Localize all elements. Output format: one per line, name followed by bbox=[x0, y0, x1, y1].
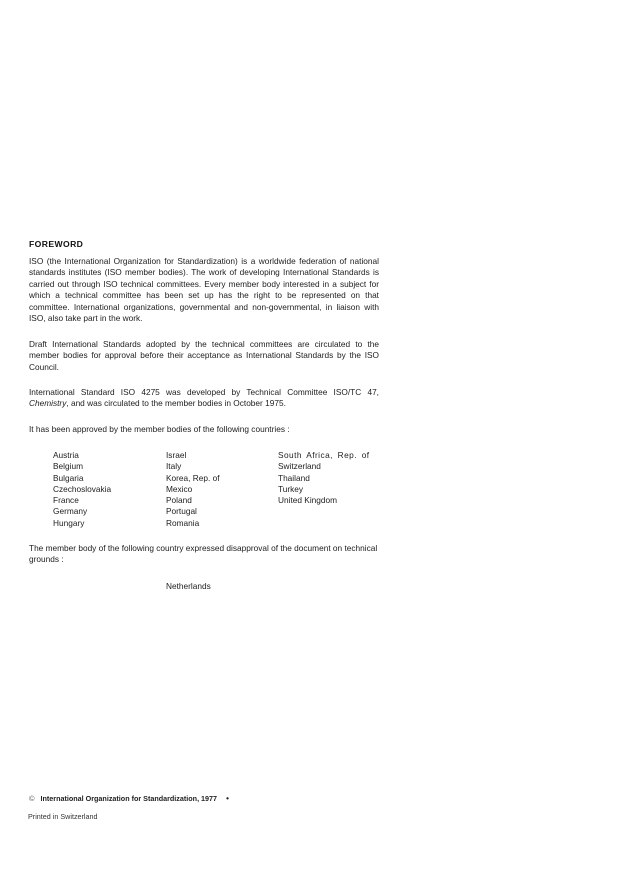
country-item: United Kingdom bbox=[278, 495, 338, 506]
countries-column-2 bbox=[166, 450, 220, 529]
country-item: Portugal bbox=[166, 506, 197, 517]
country-item: Korea, Rep. of bbox=[166, 472, 220, 483]
disapproval-paragraph: The member body of the following country expressed disapproval of the document on technical grounds : bbox=[29, 543, 378, 565]
standard-text-suffix: , and was circulated to the member bodies in October 1975. bbox=[66, 398, 286, 409]
country-item: Belgium bbox=[53, 461, 83, 472]
country-item: Hungary bbox=[53, 517, 85, 528]
approved-paragraph: It has been approved by the member bodies of the following countries : bbox=[29, 424, 290, 434]
country-item: Italy bbox=[166, 461, 182, 472]
intro-paragraph: ISO (the International Organization for Standardization) is a worldwide federation of national standards institutes (ISO member bodies). The work of developing International Standards is carried out through ISO technical committees. Every member body interested in a subject for which a technical committee has been set up has the right to be represented on that committee. International organizations, governmental and non-governmental, in liaison with ISO, also take part in the work. bbox=[29, 256, 379, 324]
disapproving-country: Netherlands bbox=[166, 581, 211, 591]
country-item: Switzerland bbox=[278, 461, 321, 472]
country-item: Austria bbox=[53, 450, 79, 460]
country-item: Mexico bbox=[166, 483, 193, 494]
standard-paragraph bbox=[29, 387, 379, 410]
country-item: Poland bbox=[166, 495, 192, 506]
copyright-icon: © bbox=[29, 794, 35, 803]
draft-paragraph: Draft International Standards adopted by the technical committees are circulated to the member bodies for approval before their acceptance as International Standards by the ISO Council. bbox=[29, 339, 379, 372]
countries-column-3 bbox=[278, 450, 380, 506]
country-item: Germany bbox=[53, 506, 88, 517]
country-item: Israel bbox=[166, 450, 187, 460]
copyright-line bbox=[29, 794, 229, 803]
bullet-icon: • bbox=[226, 794, 229, 803]
country-item: Bulgaria bbox=[53, 472, 84, 483]
committee-name: Chemistry bbox=[29, 398, 67, 409]
country-item: Czechoslovakia bbox=[53, 483, 112, 494]
country-item: Turkey bbox=[278, 483, 304, 494]
country-item: South Africa, Rep. of bbox=[278, 450, 370, 460]
countries-column-1 bbox=[53, 450, 111, 529]
foreword-heading: FOREWORD bbox=[29, 239, 84, 249]
country-item: Romania bbox=[166, 517, 200, 528]
copyright-text: International Organization for Standardization, 1977 bbox=[40, 794, 218, 803]
printed-in-note: Printed in Switzerland bbox=[28, 812, 98, 821]
country-item: Thailand bbox=[278, 472, 310, 483]
approving-countries-list bbox=[53, 450, 383, 535]
standard-text-prefix: International Standard ISO 4275 was developed by Technical Committee ISO/TC 47, bbox=[29, 387, 379, 397]
country-item: France bbox=[53, 495, 79, 506]
